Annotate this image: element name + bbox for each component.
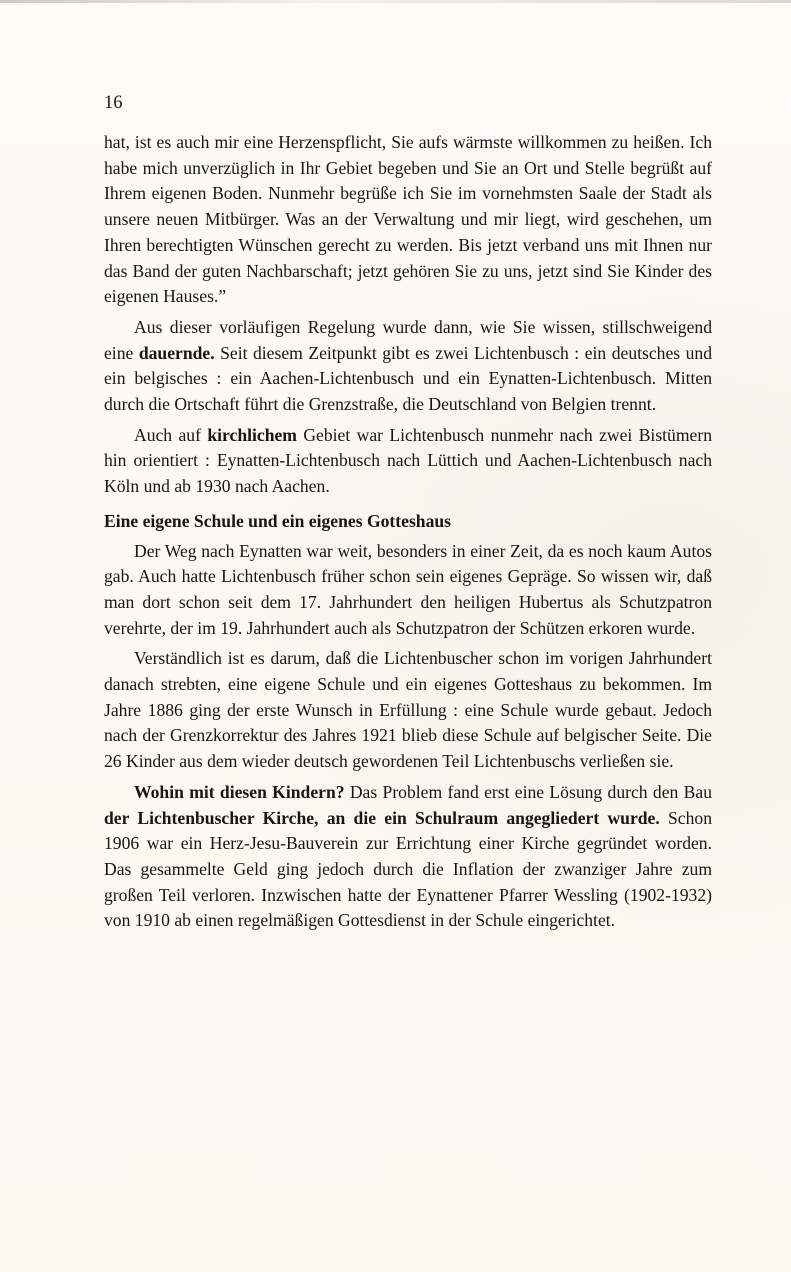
text-segment: Aus dieser vorläufigen Regelung wurde dann, wie Sie wissen, stillschweigend eine [104, 316, 712, 363]
text-segment: Der Weg nach Eynatten war weit, besonders in einer Zeit, da es noch kaum Autos gab. Auch hatte Lichtenbusch früher schon sein eigenes Gepräge. So wissen wir, daß man dort schon seit dem 17. Jahrhundert den heiligen Hubertus als Schutzpatron verehrte, der im 19. Jahrhundert auch als Schutzpatron der Schützen erkoren wurde. [104, 540, 712, 638]
section-heading [104, 509, 712, 535]
paragraph [104, 646, 712, 775]
paragraph [104, 130, 712, 310]
page-number: 16 [104, 93, 123, 113]
bold-text-segment: der Lichtenbuscher Kirche, an die ein Schulraum angegliedert wurde. [104, 807, 660, 828]
text-segment: Verständlich ist es darum, daß die Lichtenbuscher schon im vorigen Jahrhundert danach strebten, eine eigene Schule und ein eigenes Gotteshaus zu bekommen. Im Jahre 1886 ging der erste Wunsch in Erfüllung : eine Schule wurde gebaut. Jedoch nach der Grenzkorrektur des Jahres 1921 blieb diese Schule auf belgischer Seite. Die 26 Kinder aus dem wieder deutsch gewordenen Teil Lichtenbuschs verließen sie. [104, 648, 712, 772]
text-segment: Schon 1906 war ein Herz-Jesu-Bauverein zur Errichtung einer Kirche gegründet worden. Das gesammelte Geld ging jedoch durch die Inflation der zwanziger Jahre zum großen Teil verloren. Inzwischen hatte der Eynattener Pfarrer Wessling (1902-1932) von 1910 ab einen regelmäßigen Gottesdienst in der Schule eingerichtet. [104, 807, 712, 931]
paragraph [104, 315, 712, 418]
paragraph [104, 539, 712, 642]
bold-text-segment: kirchlichem [207, 424, 297, 445]
bold-text-segment: Wohin mit diesen Kindern? [134, 781, 345, 802]
paragraph [104, 780, 712, 934]
text-segment: Seit diesem Zeitpunkt gibt es zwei Lichtenbusch : ein deutsches und ein belgisches : ein Aachen-Lichtenbusch und ein Eynatten-Lichtenbusch. Mitten durch die Ortschaft führt die Grenzstraße, die Deutschland von Belgien trennt. [104, 342, 713, 415]
text-segment: Das Problem fand erst eine Lösung durch den Bau [344, 781, 712, 802]
text-segment: Gebiet war Lichtenbusch nunmehr nach zwei Bistümern hin orientiert : Eynatten-Lichtenbusch nach Lüttich und Aachen-Lichtenbusch nach Köln und ab 1930 nach Aachen. [104, 424, 713, 497]
text-segment: hat, ist es auch mir eine Herzenspflicht, Sie aufs wärmste willkommen zu heißen. Ich habe mich unverzüglich in Ihr Gebiet begeben und Sie an Ort und Stelle begrüßt auf Ihrem eigenen Boden. Nunmehr begrüße ich Sie im vornehmsten Saale der Stadt als unsere neuen Mitbürger. Was an der Verwaltung und mir liegt, wird geschehen, um Ihren berechtigten Wünschen gerecht zu werden. Bis jetzt verband uns mit Ihnen nur das Band der guten Nachbarschaft; jetzt gehören Sie zu uns, jetzt sind Sie Kinder des eigenen Hauses.” [104, 132, 712, 307]
text-segment: Auch auf [134, 424, 208, 445]
page-body [104, 130, 712, 939]
bold-text-segment: dauernde. [138, 342, 215, 363]
paragraph [104, 423, 712, 500]
bold-text-segment: Eine eigene Schule und ein eigenes Gotteshaus [104, 510, 452, 531]
